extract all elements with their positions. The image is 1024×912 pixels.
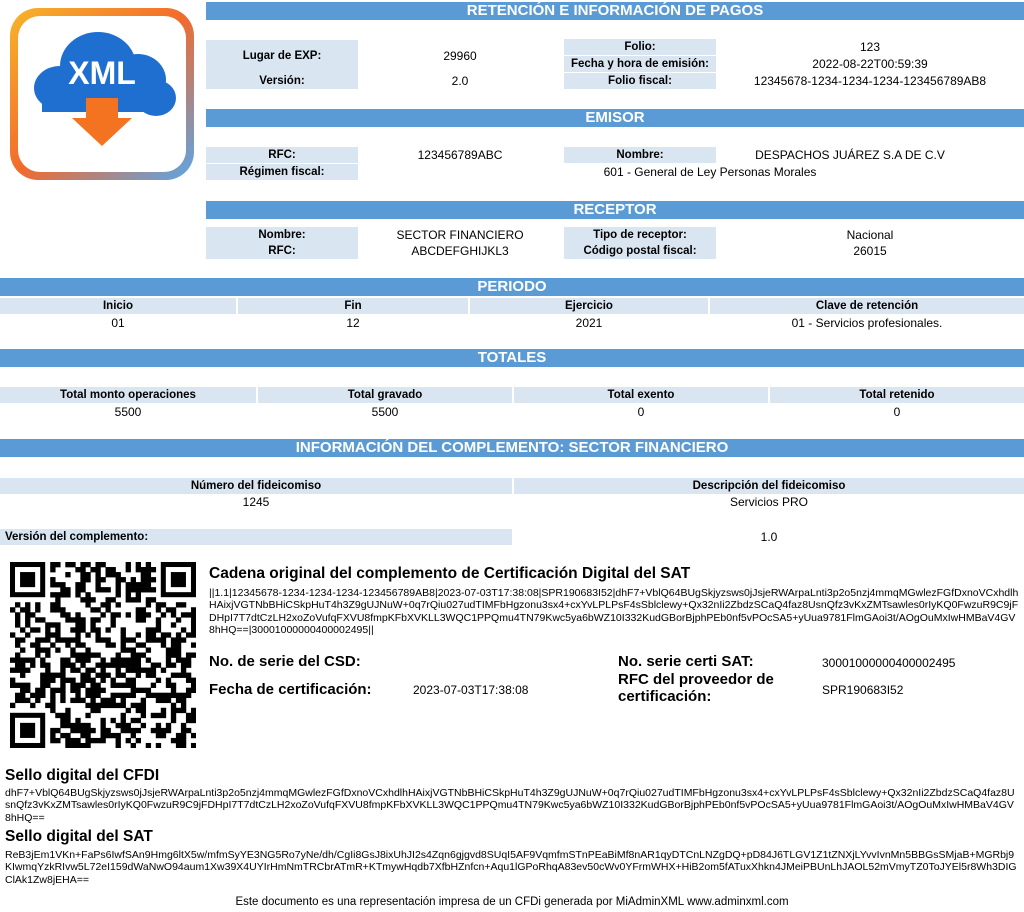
cp-fiscal-value: 26015: [853, 244, 887, 258]
periodo-inicio-value: 01: [111, 316, 125, 330]
fecha-certificacion-value: 2023-07-03T17:38:08: [413, 683, 529, 697]
receptor-rfc-label: RFC:: [206, 243, 358, 259]
fecha-emision-value: 2022-08-22T00:59:39: [812, 57, 928, 71]
totales-retenido-value: 0: [893, 405, 901, 419]
periodo-header-inicio: Inicio: [0, 298, 236, 314]
totales-header-gravado: Total gravado: [258, 387, 512, 403]
periodo-header-clave: Clave de retención: [710, 298, 1024, 314]
folio-fiscal-value: 12345678-1234-1234-1234-123456789AB8: [753, 74, 987, 88]
version-label: Versión:: [206, 73, 358, 89]
fideicomiso-numero-header: Número del fideicomiso: [0, 478, 512, 494]
folio-value: 123: [859, 40, 881, 54]
cadena-original-title: Cadena original del complemento de Certificación Digital del SAT: [209, 565, 691, 582]
header-title-band: [206, 2, 1024, 20]
lugar-label: Lugar de EXP:: [206, 40, 358, 73]
rfc-proveedor-value: SPR190683I52: [822, 683, 904, 697]
emisor-rfc-label: RFC:: [206, 147, 358, 163]
receptor-band: [206, 201, 1024, 219]
fideicomiso-descripcion-header: Descripción del fideicomiso: [514, 478, 1024, 494]
lugar-value: 29960: [443, 49, 477, 63]
totales-gravado-value: 5500: [371, 405, 399, 419]
complemento-band: [0, 439, 1024, 457]
sello-cfdi-value: dhF7+VblQ64BUgSkjyzsws0jJsjeRWArpaLnti3p2o5nzj4mmqMGwlezFGfDxnoVCxhdlhHAixjVGTNbBHiCSkpHuT4h3Z9gUJNuW+0q7rQiu027udTIMFbHgzonu3sx4+cxYvLPLPsF4sSblclewy+Qx32nIi2ZbdzSCaQ4faz8UsnQfz3vKxZMTsawles0rIyKQ0FwzuR9C9jFDHpI7T7dtCzLH2xoZoVufqFXVU8fmpKFbXVKLL3WQC1PPQmu4TN79Kwc5ya6bWZ10I332KudGBorBjphPEb0nf5vPOcSA5+yUua9781FlmGAoi3t/AOgOuMxIwHMBaV4GV8hHQ==: [5, 787, 1015, 824]
emisor-band: [206, 109, 1024, 127]
rfc-proveedor-label: RFC del proveedor de certificación:: [618, 671, 774, 705]
folio-label: Folio:: [564, 39, 716, 55]
cp-fiscal-label: Código postal fiscal:: [564, 243, 716, 259]
periodo-title: PERIODO: [477, 278, 547, 295]
emisor-regimen-value: 601 - General de Ley Personas Morales: [603, 165, 817, 179]
fecha-certificacion-label: Fecha de certificación:: [209, 681, 372, 698]
version-complemento-label: Versión del complemento:: [0, 529, 512, 545]
periodo-fin-value: 12: [346, 316, 360, 330]
csd-serie-label: No. de serie del CSD:: [209, 653, 361, 670]
periodo-header-ejercicio: Ejercicio: [470, 298, 708, 314]
emisor-title: EMISOR: [585, 109, 645, 126]
tipo-receptor-value: Nacional: [846, 228, 894, 242]
qr-code: [10, 562, 196, 748]
receptor-rfc-value: ABCDEFGHIJKL3: [411, 244, 509, 258]
fideicomiso-numero-value: 1245: [242, 495, 270, 509]
version-value: 2.0: [451, 74, 469, 88]
sello-sat-value: ReB3jEm1VKn+FaPs6IwfSAn9Hmg6ltX5w/mfmSyYE3NG5Ro7yNe/dh/CgIi8GsJ8ixUhJI2s4Zqn6gjgvd8SUqI5AF9VqmfmSTnPEaBiMf8nAR1qyDTCnLNZgDQ+pD84J6TLGV1Z1tZNXjLYvvIvnMn5BBGsSMjaB+MGRbj9KIwmqYzkRIvw5L72eI159dWaNwO94aum1Xw39X4UYIrHmNmTRCbrATmR+KTmywHqdb7XfbHZnfcn+Aqu1lGPoRhqA83ev50cWv0YFrmWHX+HiB2om5fATuxXhkn4JMeiPBUnLhJAOL52mVmyTZ0ToJYEl5r8Wh3DIGClAk1Zw8jEHA==: [5, 849, 1017, 886]
totales-operaciones-value: 5500: [114, 405, 142, 419]
emisor-nombre-value: DESPACHOS JUÁREZ S.A DE C.V: [755, 148, 945, 162]
fideicomiso-descripcion-value: Servicios PRO: [729, 495, 809, 509]
app-logo: [8, 6, 196, 182]
sello-cfdi-title: Sello digital del CFDI: [5, 767, 160, 784]
logo-text: XML: [68, 55, 136, 91]
receptor-nombre-label: Nombre:: [206, 227, 358, 243]
sello-sat-title: Sello digital del SAT: [5, 828, 153, 845]
header-title: RETENCIÓN E INFORMACIÓN DE PAGOS: [466, 2, 764, 19]
footer-text: Este documento es una representación impresa de un CFDi generada por MiAdminXML www.adminxml.com: [235, 896, 789, 908]
periodo-band: [0, 278, 1024, 296]
emisor-nombre-label: Nombre:: [564, 147, 716, 163]
totales-header-exento: Total exento: [514, 387, 768, 403]
totales-band: [0, 349, 1024, 367]
version-complemento-value: 1.0: [760, 530, 778, 544]
certi-sat-label: No. serie certi SAT:: [618, 653, 754, 670]
periodo-clave-value: 01 - Servicios profesionales.: [791, 316, 943, 330]
emisor-rfc-value: 123456789ABC: [417, 148, 503, 162]
receptor-title: RECEPTOR: [573, 201, 657, 218]
totales-exento-value: 0: [637, 405, 645, 419]
totales-header-retenido: Total retenido: [770, 387, 1024, 403]
folio-fiscal-label: Folio fiscal:: [564, 73, 716, 89]
fecha-emision-label: Fecha y hora de emisión:: [564, 56, 716, 72]
totales-title: TOTALES: [477, 349, 547, 366]
certi-sat-value: 30001000000400002495: [822, 656, 956, 670]
totales-header-operaciones: Total monto operaciones: [0, 387, 256, 403]
receptor-nombre-value: SECTOR FINANCIERO: [396, 228, 524, 242]
periodo-ejercicio-value: 2021: [575, 316, 603, 330]
emisor-regimen-label: Régimen fiscal:: [206, 164, 358, 180]
periodo-header-fin: Fin: [238, 298, 468, 314]
cadena-original-value: ||1.1|12345678-1234-1234-1234-123456789AB8|2023-07-03T17:38:08|SPR190683I52|dhF7+VblQ64BUgSkjyzsws0jJsjeRWArpaLnti3p2o5nzj4mmqMGwlezFGfDxnoVCxhdlhHAixjVGTNbBHiCSkpHuT4h3Z9gUJNuW+0q7rQiu027udTIMFbHgzonu3sx4+cxYvLPLPsF4sSblclewy+Qx32nIi2ZbdzSCaQ4faz8UsnQfz3vKxZMTsawles0rIyKQ0FwzuR9C9jFDHpI7T7dtCzLH2xoZoVufqFXVU8fmpKFbXVKLL3WQC1PPQmu4TN79Kwc5ya6bWZ10I332KudGBorBjphPEb0nf5vPOcSA5+yUua9781FlmGAoi3t/AOgOuMxIwHMBaV4GV8hHQ==|30001000000400002495||: [209, 587, 1019, 636]
complemento-title: INFORMACIÓN DEL COMPLEMENTO: SECTOR FINANCIERO: [295, 439, 729, 456]
tipo-receptor-label: Tipo de receptor:: [564, 227, 716, 243]
